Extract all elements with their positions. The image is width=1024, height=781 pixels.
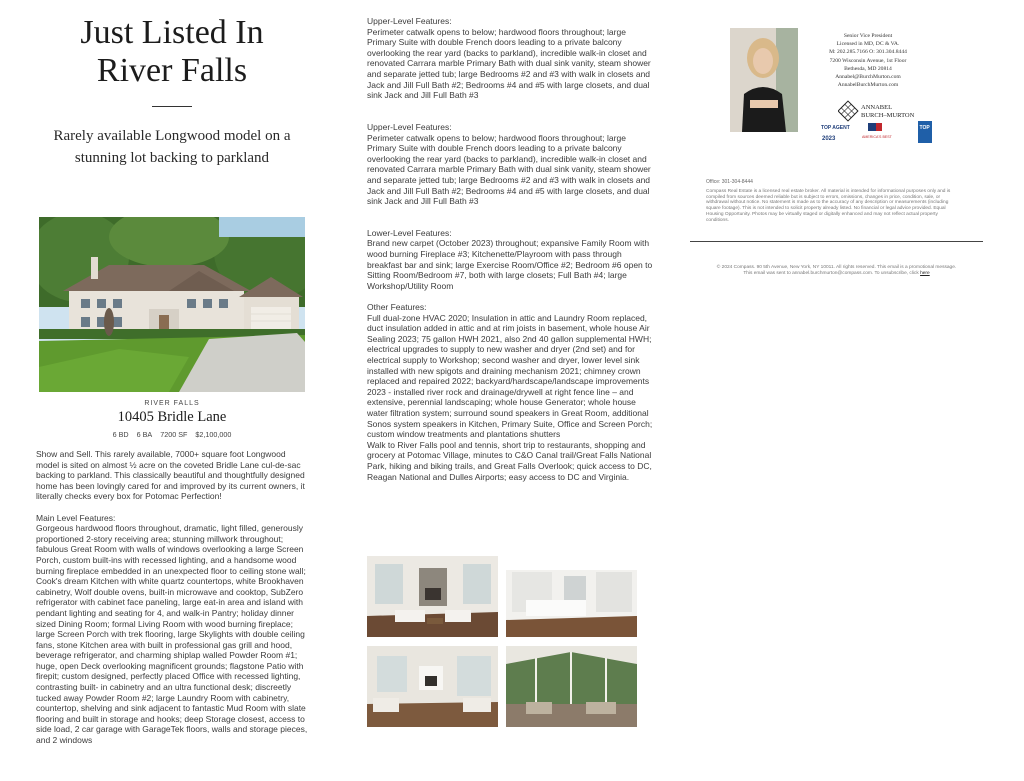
agent-city: Bethesda, MD 20814 (844, 65, 892, 72)
square-footage: 7200 SF (160, 430, 188, 439)
description-part-1 (36, 449, 308, 746)
listing-headline (36, 14, 308, 90)
agent-street: 7200 Wisconsin Avenue, 1st Floor (829, 57, 907, 64)
baths-count: 6 BA (136, 430, 153, 439)
beds-count: 6 BD (112, 430, 129, 439)
footer-unsubscribe-line (690, 271, 983, 277)
footer-divider (690, 241, 983, 242)
headline-line-1: Just Listed In (80, 14, 264, 51)
agent-title: Senior Vice President (843, 33, 893, 39)
upper-level-text: Perimeter catwalk opens to below; hardwood floors throughout; large Primary Suite with double French doors leading to a private balcony overlooking the rear yard (backs to parkland), incredible walk-in closet and renovated Carrara marble Primary Bath with dual sink vanity, steam shower and separate jetted tub; large Bedrooms #2 and #3 with walk in closets and Jack and Jill Full Bath #2; Bedrooms #4 and #5 with large closets, and dual sink Jack and Jill Full Bath #3 (367, 26, 651, 101)
office-phone[interactable]: Office: 301-304-8444 (706, 179, 753, 185)
email-footer (690, 265, 983, 277)
logo-line-1: ANNABEL (861, 104, 893, 111)
agent-website-link[interactable]: AnnabelBurchMurton.com (837, 82, 899, 89)
location-text: Walk to River Falls pool and tennis, short trip to restaurants, shopping and grocery at Potomac Village, minutes to C&O Canal trail/Great Falls National Park, hiking and biking trails, and Great Falls Overlook; quick access to DC, Reagan National and Dulles Airports; easy access to DC and Virginia. (367, 439, 652, 482)
listing-column (36, 0, 308, 746)
listing-address[interactable]: 10405 Bridle Lane (117, 409, 227, 425)
other-features-heading: Other Features: (367, 302, 427, 313)
main-level-heading: Main Level Features: (36, 512, 116, 523)
upper-level-heading: Upper-Level Features: (367, 16, 452, 26)
agent-phones[interactable]: M: 202.285.7166 O: 301.304.8444 (829, 49, 907, 56)
house-exterior-photo[interactable] (39, 217, 305, 392)
legal-disclaimer: Compass Real Estate is a licensed real estate broker. All material is intended for informational purposes only and is compiled from sources deemed reliable but is subject to errors, omissions, changes in price, condition, sale, or withdrawal without notice. No statement is made as to the accuracy of any description or measurements (including square footage). This is not intended to solicit property already listed. No financial or legal advice provided. Equal Housing Opportunity. Photos may be virtually staged or digitally enhanced and may not reflect actual property conditions. (706, 189, 951, 223)
agent-email-link[interactable]: Annabel@BurchMurton.com (835, 74, 901, 81)
svg-text:AMERICA'S BEST: AMERICA'S BEST (862, 135, 892, 139)
upper-level-heading-repeat: Upper-Level Features: (367, 121, 452, 132)
americas-best-badge (862, 123, 893, 139)
footer-unsubscribe-text: This email was sent to annabel.burchmurton@compass.com. To unsubscribe, click (743, 270, 919, 276)
award-badges (818, 121, 938, 145)
lower-level-heading: Lower-Level Features: (367, 227, 452, 238)
lower-level-text: Brand new carpet (October 2023) throughout; expansive Family Room with wood burning Fireplace #3; Kitchenette/Playroom with pass through breakfast bar and sink; large Exercise Room/Office #2; Bedroom #6 open to Sitting Room/Bedroom #7, both with large closets; Full Bath #4; large Workshop/Utility Room (367, 238, 653, 291)
agent-contact-block (808, 32, 928, 89)
listing-stats (36, 430, 308, 439)
svg-text:2023: 2023 (822, 136, 836, 142)
house-illustration (39, 217, 305, 392)
intro-paragraph: Show and Sell. This rarely available, 7000+ square foot Longwood model is sited on almost ½ acre on the coveted Bridle Lane cul-de-sac backing to parkland. This classically beautiful and thoughtfully designed home has been lovingly cared for and improved by its current owners, it literally checks every box for Potomac Perfection! (36, 449, 305, 502)
logo-line-2: BURCH–MURTON (861, 112, 915, 119)
upper-level-text-repeat: Perimeter catwalk opens to below; hardwood floors throughout; large Primary Suite with double French doors leading to a private balcony overlooking the rear yard (backs to parkland), incredible walk-in closet and renovated Carrara marble Primary Bath with dual sink vanity, steam shower and separate jetted tub; large Bedrooms #2 and #3 with walk in closets and Jack and Jill Full Bath #2; Bedrooms #4 and #5 with large closets, and dual sink Jack and Jill Full Bath #3 (367, 132, 651, 207)
listing-price: $2,100,000 (195, 430, 232, 439)
listing-subtitle: Rarely available Longwood model on a stunning lot backing to parkland (53, 128, 291, 166)
listing-city: RIVER FALLS (144, 400, 200, 407)
title-divider (152, 106, 192, 107)
main-level-text: Gorgeous hardwood floors throughout, dramatic, light filled, generously proportioned 2-story receiving area; stunning millwork throughout; fabulous Great Room with walls of windows overlooking a large Screen Porch, custom built-ins with recessed lighting, and a handsome wood burning fireplace embedded in an unexpected floor to ceiling stone wall; Cook's dream Kitchen with white quartz countertops, white Brookhaven cabinetry, Wolf double ovens, built-in microwave and cooktop, SubZero refrigerator with cabinet face paneling, large eat-in area and island with pendant lighting and seating for 4, and walk-in Pantry; holiday dinner sized Dining Room; formal Living Room with wood burning fireplace; large Screen Porch with trek flooring, large Skylights with double ceiling fans, stone Kitchen area with built in professional gas grill and hood, beverage refrigerator, and charming shiplap walled Powder Room #1; huge, open Deck overlooking magnificent grounds; flagstone Patio with firepit; custom designed, perfectly placed Office with recessed lighting, contrasting built- in cabinetry and an ultra functional desk; discreetly tucked away Powder Room #2; large Laundry Room with cabinetry, countertop, shelving and sink adjacent to fantastic Mud Room with slate flooring and built in storage and hooks; deep Storage closest, access to side load, 2 car garage with GarageTek floors, walls and storage pieces, and 2 windows (36, 523, 308, 746)
living-room-photo[interactable] (367, 646, 498, 727)
top-badge (918, 121, 932, 143)
screen-porch-photo[interactable] (506, 646, 637, 727)
kitchen-photo[interactable] (506, 556, 637, 637)
agent-logo (838, 100, 918, 122)
headline-line-2: River Falls (96, 52, 248, 89)
svg-text:TOP: TOP (919, 125, 930, 131)
agent-license: Licensed in MD, DC & VA. (836, 41, 900, 48)
unsubscribe-link[interactable]: here (920, 270, 930, 276)
top-agent-badge (820, 121, 850, 143)
other-features-text: Full dual-zone HVAC 2020; Insulation in attic and Laundry Room replaced, duct insulation added in attic and at rim joists in basement, whole house Air Sealing 2023; 75 gallon HWH 2021, also 2nd 40 gallon supplemental HWH; electrical upgrades to supply to new washer and dryer (2nd set) and for electrical supply to Workshop; second washer and dryer, lower level sink installed with new spigots and draining mechanism 2021; chimney crown replaced and repaired 2022; backyard/hardscape/landscape improvements 2023 - installed river rock and drainage/drywell at right fence line – and extensive, perennial landscaping; whole house Generator; whole house water filtration system; surround sound speakers in Great Room, additional Sonos system speakers in Kitchen, Primary Suite, Office and Screen Porch; custom window treatments and plantations shutters (367, 312, 653, 440)
great-room-photo[interactable] (367, 556, 498, 637)
description-part-2 (367, 16, 653, 482)
agent-headshot (730, 28, 798, 132)
footer-copyright: © 2024 Compass. 90 5th Avenue, New York, NY 10011. All rights reserved. This email is a promotional message. (716, 265, 957, 270)
svg-text:TOP AGENT: TOP AGENT (821, 125, 850, 131)
